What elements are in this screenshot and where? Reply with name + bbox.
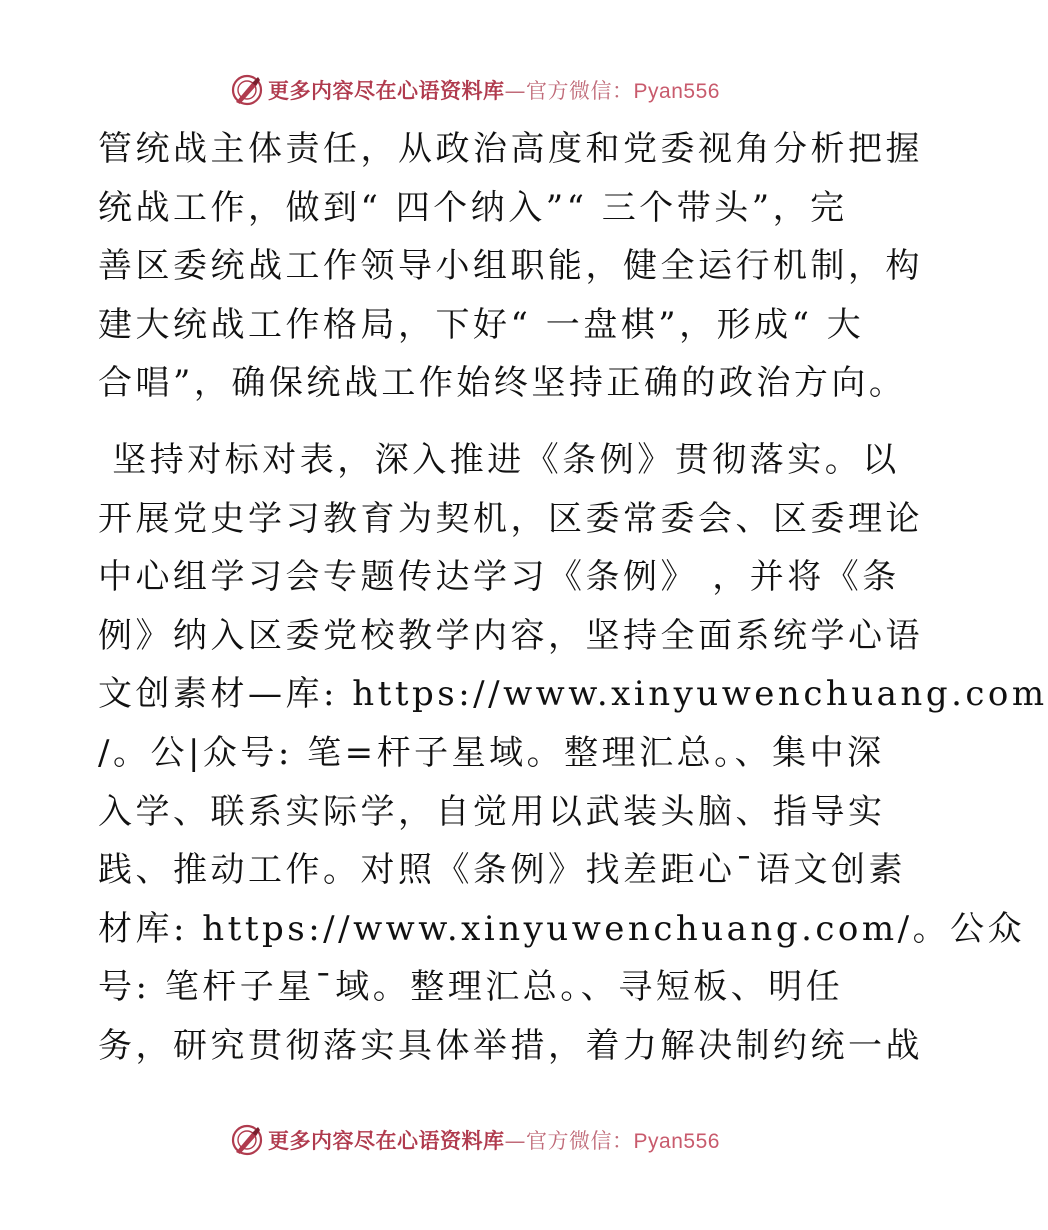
text-line: 材库: https://www.xinyuwenchuang.com/。公众 — [98, 908, 1026, 949]
text-line: 中心组学习会专题传达学习《条例》 ，并将《条 — [98, 557, 900, 598]
header-banner-official: 官方微信： — [526, 79, 634, 103]
footer-banner-official: 官方微信： — [526, 1129, 634, 1153]
text-line: 建大统战工作格局，下好“ 一盘棋”，形成“ 大 — [98, 304, 865, 345]
header-banner-wechat: Pyan556 — [633, 80, 720, 103]
document-body — [98, 120, 1048, 1076]
paragraph-1 — [98, 120, 923, 413]
text-line: 坚持对标对表，深入推进《条例》贯彻落实。以 — [98, 439, 900, 480]
text-line: /。公|众号: 笔=杆子星域。整理汇总。、集中深 — [98, 732, 885, 773]
footer-banner — [0, 1120, 950, 1160]
header-banner — [0, 70, 950, 110]
text-line: 入学、联系实际学，自觉用以武装头脑、指导实 — [98, 791, 886, 832]
text-line: 号: 笔杆子星¯域。整理汇总。、寻短板、明任 — [98, 967, 844, 1008]
text-line: 合唱”，确保统战工作始终坚持正确的政治方向。 — [98, 363, 907, 404]
text-line: 践、推动工作。对照《条例》找差距心¯语文创素 — [98, 850, 906, 891]
pen-logo-icon — [230, 1123, 264, 1157]
footer-banner-lead: 更多内容尽在心语资料库 — [268, 1129, 505, 1153]
text-line: 善区委统战工作领导小组职能，健全运行机制，构 — [98, 246, 923, 287]
paragraph-2 — [98, 431, 1048, 1076]
header-banner-dash: — — [504, 79, 527, 103]
footer-banner-dash: — — [504, 1129, 527, 1153]
text-line: 开展党史学习教育为契机，区委常委会、区委理论 — [98, 498, 923, 539]
footer-banner-text — [268, 1125, 720, 1155]
header-banner-text — [268, 75, 720, 105]
header-banner-lead: 更多内容尽在心语资料库 — [268, 79, 505, 103]
pen-logo-icon — [230, 73, 264, 107]
text-line: 统战工作，做到“ 四个纳入”“ 三个带头”，完 — [98, 187, 848, 228]
text-line: 务，研究贯彻落实具体举措，着力解决制约统一战 — [98, 1025, 923, 1066]
text-line: 例》纳入区委党校教学内容，坚持全面系统学心语 — [98, 615, 923, 656]
paragraph-gap — [98, 413, 858, 431]
footer-banner-wechat: Pyan556 — [633, 1130, 720, 1153]
text-line: 管统战主体责任，从政治高度和党委视角分析把握 — [98, 129, 923, 169]
text-line: 文创素材—库: https://www.xinyuwenchuang.com — [98, 674, 1048, 715]
